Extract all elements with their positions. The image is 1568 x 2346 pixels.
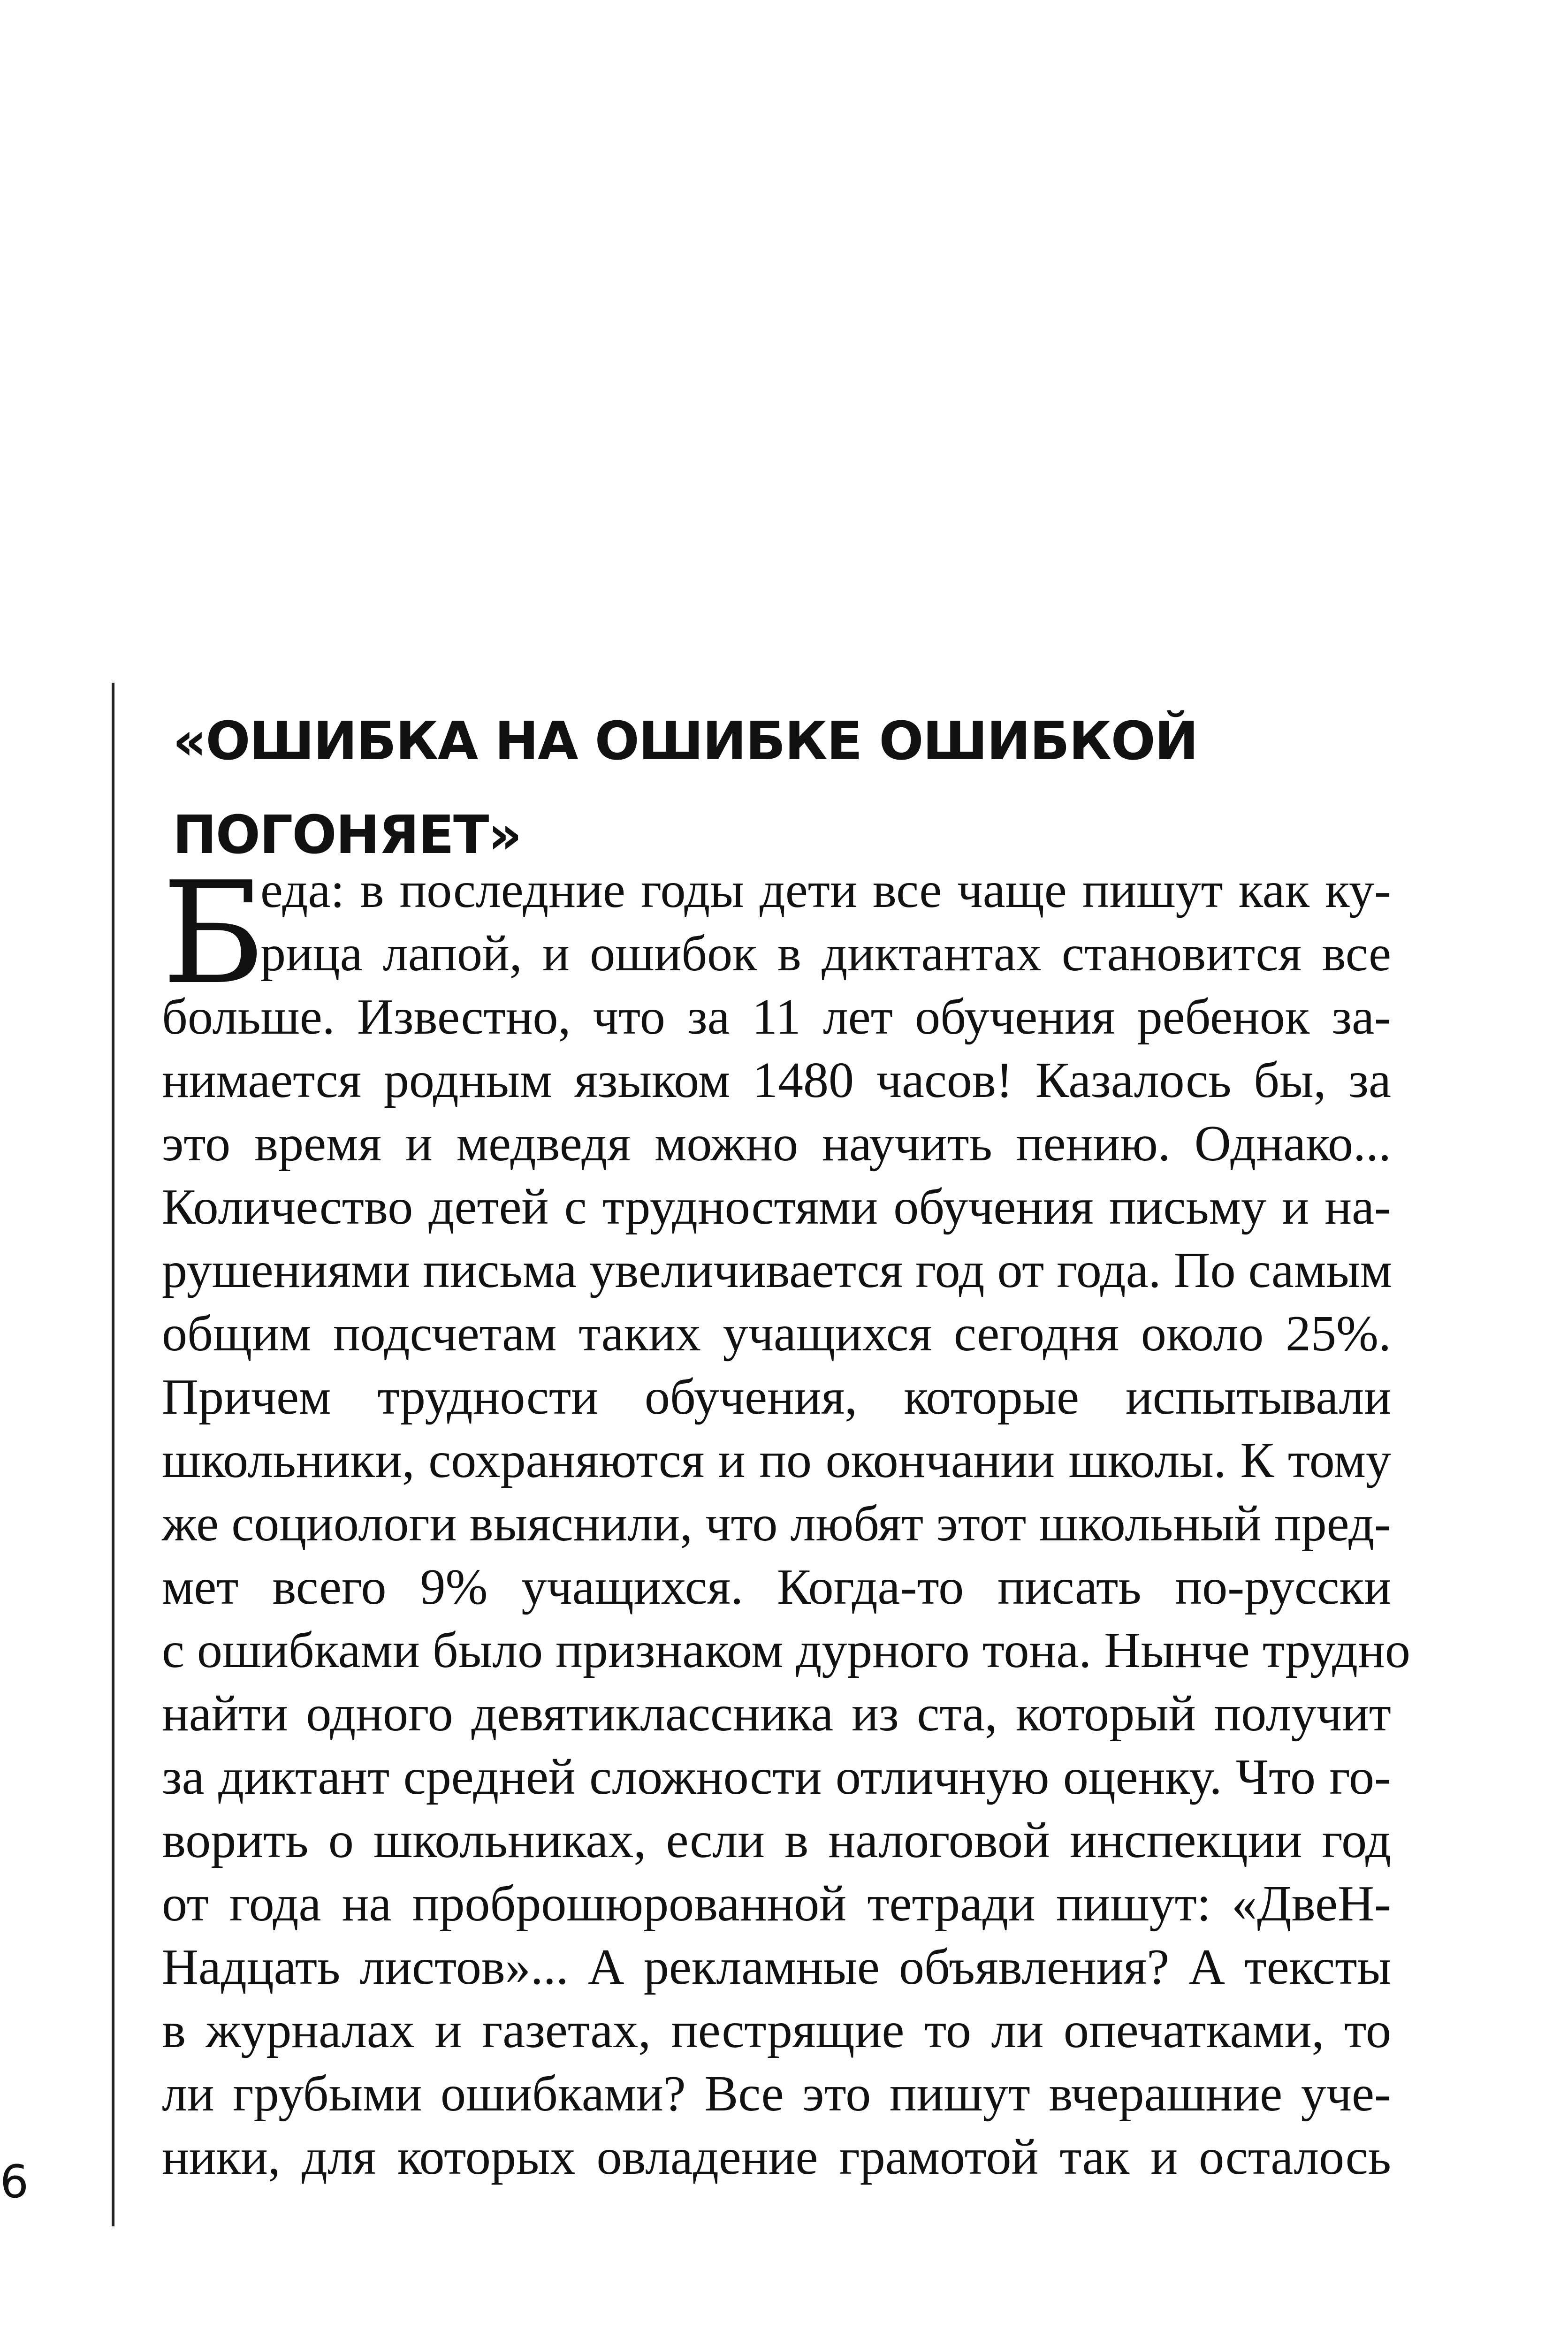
text-line: это время и медведя можно научить пению. Однако... [162,1116,1391,1172]
chapter-heading-line-1: «ОШИБКА НА ОШИБКЕ ОШИБКОЙ [173,711,1198,772]
text-line: ворить о школьниках, если в налоговой инспекции год [162,1813,1391,1868]
text-line: за диктант средней сложности отличную оценку. Что го- [162,1749,1391,1805]
text-line: мет всего 9% учащихся. Когда-то писать по-русски [162,1559,1391,1615]
text-line: в журналах и газетах, пестрящие то ли опечатками, то [162,2003,1391,2058]
text-line: Количество детей с трудностями обучения письму и на- [162,1179,1391,1235]
text-line: нимается родным языком 1480 часов! Казалось бы, за [162,1052,1391,1108]
text-line: больше. Известно, что за 11 лет обучения ребенок за- [162,989,1391,1045]
text-line: школьники, сохраняются и по окончании школы. К тому [162,1432,1391,1488]
text-line: Надцать листов»... А рекламные объявления? А тексты [162,1939,1391,1995]
page-number: 6 [0,2156,29,2208]
text-line: найти одного девятиклассника из ста, который получит [162,1686,1391,1742]
text-line: же социологи выяснили, что любят этот школьный пред- [162,1496,1391,1552]
chapter-heading-line-2: ПОГОНЯЕТ» [173,805,521,866]
margin-rule [112,683,114,2226]
article-body [162,852,1410,2189]
text-line: ники, для которых овладение грамотой так и осталось [162,2129,1391,2185]
text-line: рица лапой, и ошибок в диктантах становится все [260,926,1391,982]
text-line: общим подсчетам таких учащихся сегодня около 25%. [162,1306,1391,1362]
text-line: с ошибками было признаком дурного тона. Нынче трудно [162,1622,1410,1678]
text-line: рушениями письма увеличивается год от года. По самым [162,1242,1393,1298]
chapter-heading [173,694,1439,882]
drop-cap: Б [162,852,266,1015]
text-line: ли грубыми ошибками? Все это пишут вчерашние уче- [162,2066,1391,2122]
text-line: Причем трудности обучения, которые испытывали [162,1369,1391,1425]
text-line: от года на проброшюрованной тетради пишут: «ДвеН- [162,1876,1391,1932]
text-line: еда: в последние годы дети все чаще пишут как ку- [260,862,1391,918]
